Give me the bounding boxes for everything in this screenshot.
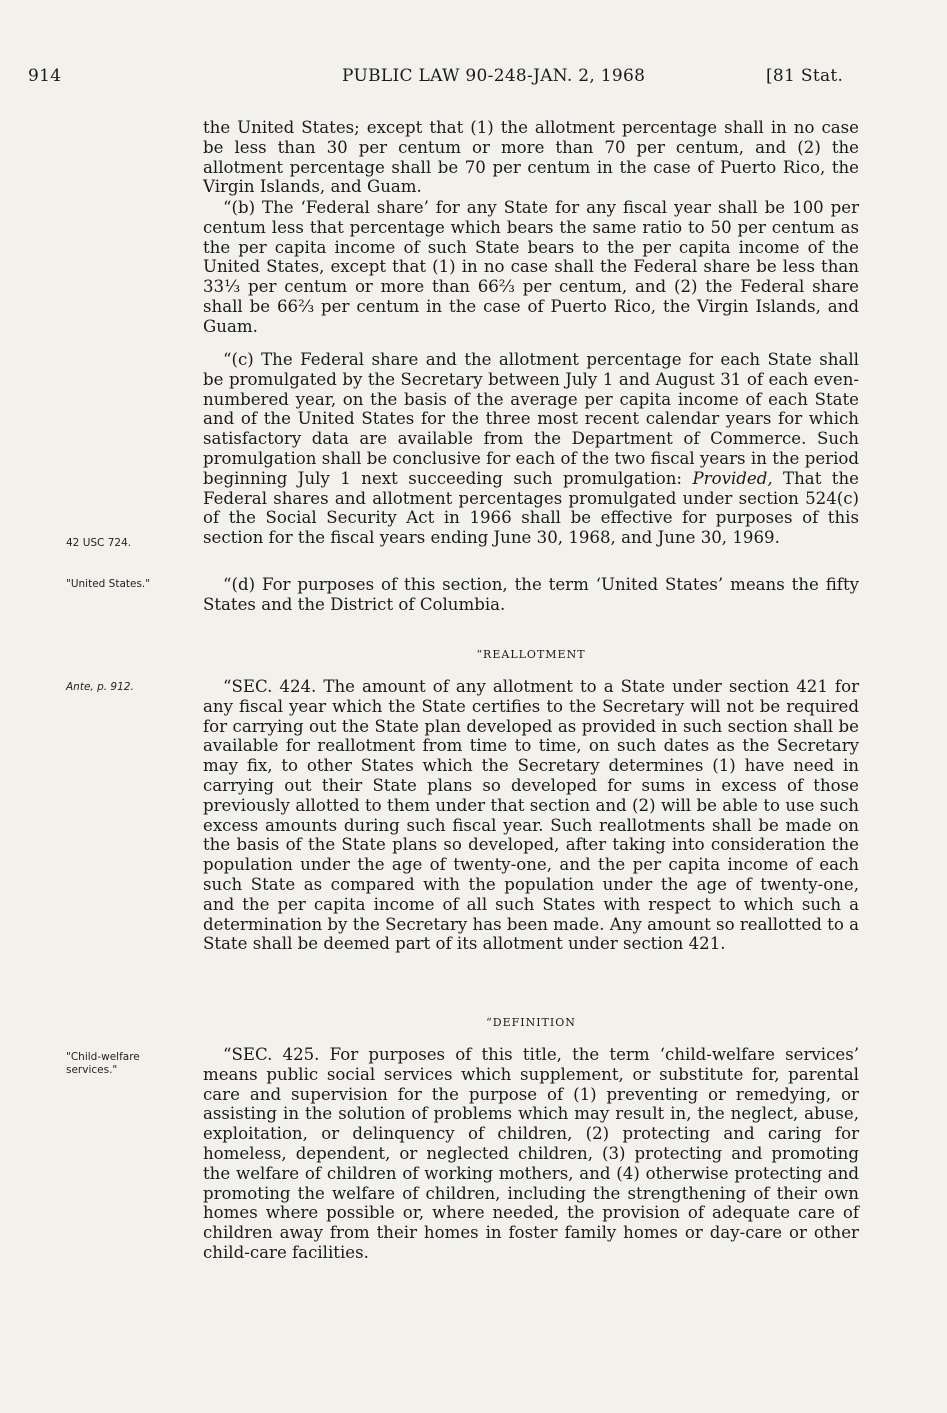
heading-reallotment: “REALLOTMENT bbox=[476, 648, 586, 661]
heading-definition: “DEFINITION bbox=[486, 1016, 576, 1029]
promulgation-text-start: “(c) The Federal share and the allotment percentage for each State shall be promulgated by the Secretary between July 1 and August 31 of each even-numbered year, on the basis of the average per capita income of each State and of the United States for the three most recent calendar years for which satisfactory data are available from the Department of Commerce. Such promulgation shall be conclusive for each of the two fiscal years in the period beginning July 1 next succeeding such promulgation: bbox=[203, 350, 859, 488]
paragraph-federal-share: “(b) The ‘Federal share’ for any State for any fiscal year shall be 100 per centum less that percentage which bears the same ratio to 50 per centum as the per capita income of such State bears to the per capita income of the United States, except that (1) in no case shall the Federal share be less than 33⅓ per centum or more than 66⅔ per centum, and (2) the Federal share shall be 66⅔ per centum in the case of Puerto Rico, the Virgin Islands, and Guam. bbox=[203, 198, 859, 336]
page-header-title: PUBLIC LAW 90-248-JAN. 2, 1968 bbox=[342, 66, 646, 86]
margin-note-ante: Ante, p. 912. bbox=[66, 681, 134, 693]
paragraph-sec-425: “SEC. 425. For purposes of this title, the term ‘child-welfare services’ means public social services which supplement, or substitute for, parental care and supervision for the purpose of (1) preventing or remedying, or assisting in the solution of problems which may result in, the neglect, abuse, exploitation, or delinquency of children, (2) protecting and caring for homeless, dependent, or neglected children, (3) protecting and promoting the welfare of children of working mothers, and (4) otherwise protecting and promoting the welfare of children, including the strengthening of their own homes where possible or, where needed, the provision of adequate care of children away from their homes in foster family homes or day-care or other child-care facilities. bbox=[203, 1045, 859, 1262]
statute-reference: [81 Stat. bbox=[766, 66, 844, 86]
margin-note-usc: 42 USC 724. bbox=[66, 537, 132, 549]
margin-note-child-welfare: "Child-welfare services." bbox=[66, 1051, 140, 1076]
paragraph-promulgation bbox=[203, 350, 859, 548]
paragraph-sec-424: “SEC. 424. The amount of any allotment to a State under section 421 for any fiscal year which the State certifies to the Secretary will not be required for carrying out the State plan developed as provided in such section shall be available for reallotment from time to time, on such dates as the Secretary may fix, to other States which the Secretary determines (1) have need in carrying out their State plans so developed for sums in excess of those previously allotted to them under that section and (2) will be able to use such excess amounts during such fiscal year. Such reallotments shall be made on the basis of the State plans so developed, after taking into consideration the population under the age of twenty-one, and the per capita income of each such State as compared with the population under the age of twenty-one, and the per capita income of all such States with respect to which such a determination by the Secretary has been made. Any amount so reallotted to a State shall be deemed part of its allotment under section 421. bbox=[203, 677, 859, 954]
promulgation-text-end: That the Federal shares and allotment percentages promulgated under section 524(c) of the Social Security Act in 1966 shall be effective for purposes of this section for the fiscal years ending June 30, 1968, and June 30, 1969. bbox=[203, 468, 859, 548]
paragraph-allotment-percentage: the United States; except that (1) the allotment percentage shall in no case be less than 30 per centum or more than 70 per centum, and (2) the allotment percentage shall be 70 per centum in the case of Puerto Rico, the Virgin Islands, and Guam. bbox=[203, 118, 859, 197]
margin-note-united-states: "United States." bbox=[66, 578, 151, 590]
page-number: 914 bbox=[28, 66, 62, 86]
provided-italic: Provided, bbox=[692, 468, 773, 488]
paragraph-united-states-definition: “(d) For purposes of this section, the term ‘United States’ means the fifty States and the District of Columbia. bbox=[203, 575, 859, 614]
